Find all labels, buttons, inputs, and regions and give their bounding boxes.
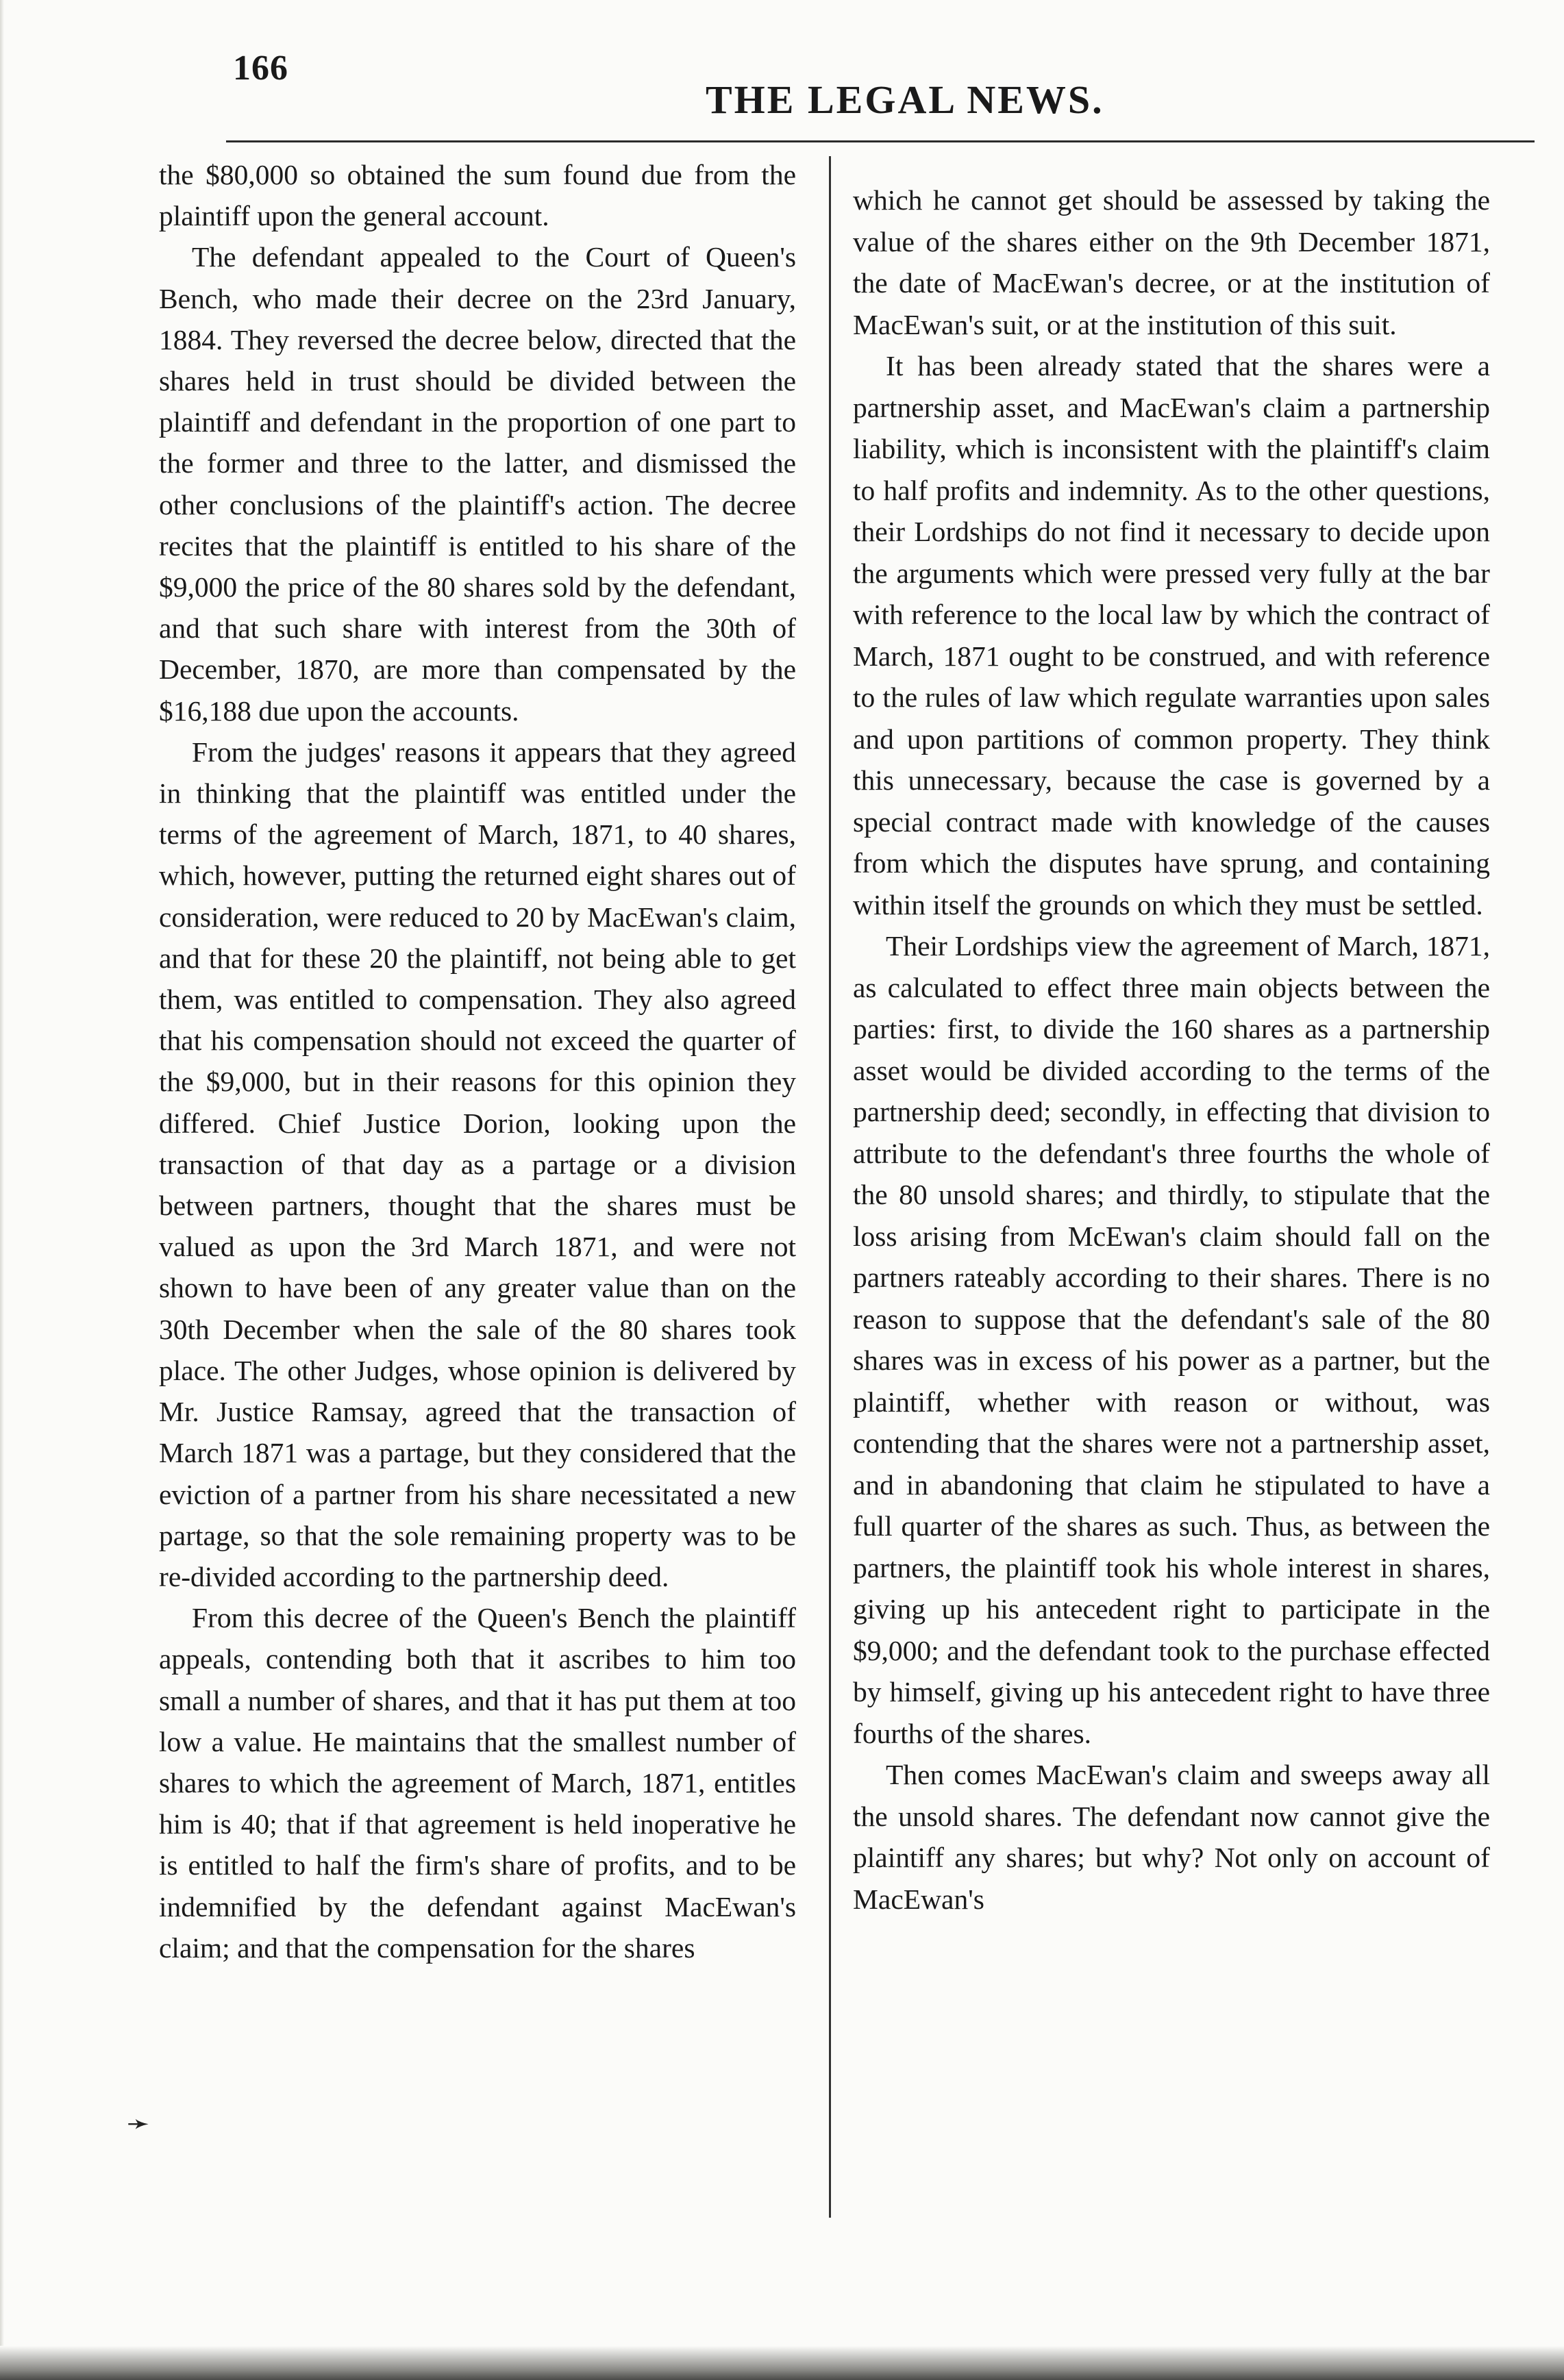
running-head-title: THE LEGAL NEWS. [706,77,1104,122]
left-column [159,154,796,1968]
paragraph: From the judges' reasons it appears that they agreed in thinking that the plaintiff was entitled under the terms of the agreement of March, 1871, to 40 shares, which, however, putting the returned eight shares out of consideration, were reduced to 20 by MacEwan's claim, and that for these 20 the plaintiff, not being able to get them, was entitled to compensation. They also agreed that his compensation should not exceed the quarter of the $9,000, but in their reasons for this opinion they differed. Chief Justice Dorion, looking upon the transaction of that day as a partage or a division between partners, thought that the shares must be valued as upon the 3rd March 1871, and were not shown to have been of any greater value than on the 30th December when the sale of the 80 shares took place. The other Judges, whose opinion is delivered by Mr. Justice Ramsay, agreed that the transaction of March 1871 was a partage, but they considered that the eviction of a partner from his share necessitated a new partage, so that the sole remaining property was to be re-divided according to the partnership deed. [159,736,796,1592]
header-rule [226,140,1535,142]
paragraph: the $80,000 so obtained the sum found due from the plaintiff upon the general account. [159,159,796,232]
right-column [853,179,1490,1920]
paragraph: The defendant appealed to the Court of Queen's Bench, who made their decree on the 23rd January, 1884. They reversed the decree below, directed that the shares held in trust should be divided between the plaintiff and defendant in the proportion of one part to the former and three to the latter, and dismissed the other conclusions of the plaintiff's action. The decree recites that the plaintiff is entitled to his share of the $9,000 the price of the 80 shares sold by the defendant, and that such share with interest from the 30th of December, 1870, are more than compensated by the $16,188 due upon the accounts. [159,241,796,727]
scan-bottom-edge [0,2346,1564,2380]
paragraph: From this decree of the Queen's Bench the plaintiff appeals, contending both that it ascribes to him too small a number of shares, and that it has put them at too low a value. He maintains that the smallest number of shares to which the agreement of March, 1871, entitles him is 40; that if that agreement is held inoperative he is entitled to half the firm's share of profits, and to be indemnified by the defendant against MacEwan's claim; and that the compensation for the shares [159,1602,796,1964]
paragraph: Then comes MacEwan's claim and sweeps away all the unsold shares. The defendant now cannot give the plaintiff any shares; but why? Not only on account of MacEwan's [853,1759,1490,1915]
scan-edge-shadow [0,0,4,2380]
paragraph: which he cannot get should be assessed by taking the value of the shares either on the 9th December 1871, the date of MacEwan's decree, or at the institution of MacEwan's suit, or at the institution of this suit. [853,184,1490,340]
column-divider [829,156,831,2218]
paragraph: Their Lordships view the agreement of March, 1871, as calculated to effect three main objects between the parties: first, to divide the 160 shares as a partnership asset would be divided according to the terms of the partnership deed; secondly, in effecting that division to attribute to the defendant's three fourths the whole of the 80 unsold shares; and thirdly, to stipulate that the loss arising from McEwan's claim should fall on the partners rateably according to their shares. There is no reason to suppose that the defendant's sale of the 80 shares was in excess of his power as a partner, but the plaintiff, whether with reason or without, was contending that the shares were not a partnership asset, and in abandoning that claim he stipulated to have a full quarter of the shares as such. Thus, as between the partners, the plaintiff took his whole interest in shares, giving up his antecedent right to participate in the $9,000; and the defendant took to the purchase effected by himself, giving up his antecedent right to have three fourths of the shares. [853,930,1490,1749]
paragraph: It has been already stated that the shares were a partnership asset, and MacEwan's claim a partnership liability, which is inconsistent with the plaintiff's claim to half profits and indemnity. As to the other questions, their Lordships do not find it necessary to decide upon the arguments which were pressed very fully at the bar with reference to the local law by which the contract of March, 1871 ought to be construed, and with reference to the rules of law which regulate warranties upon sales and upon partitions of common property. They think this unnecessary, because the case is governed by a special contract made with knowledge of the causes from which the disputes have sprung, and containing within itself the grounds on which they must be settled. [853,350,1490,920]
page-number: 166 [233,49,288,88]
margin-arrow-mark: ➛ [127,2108,150,2140]
